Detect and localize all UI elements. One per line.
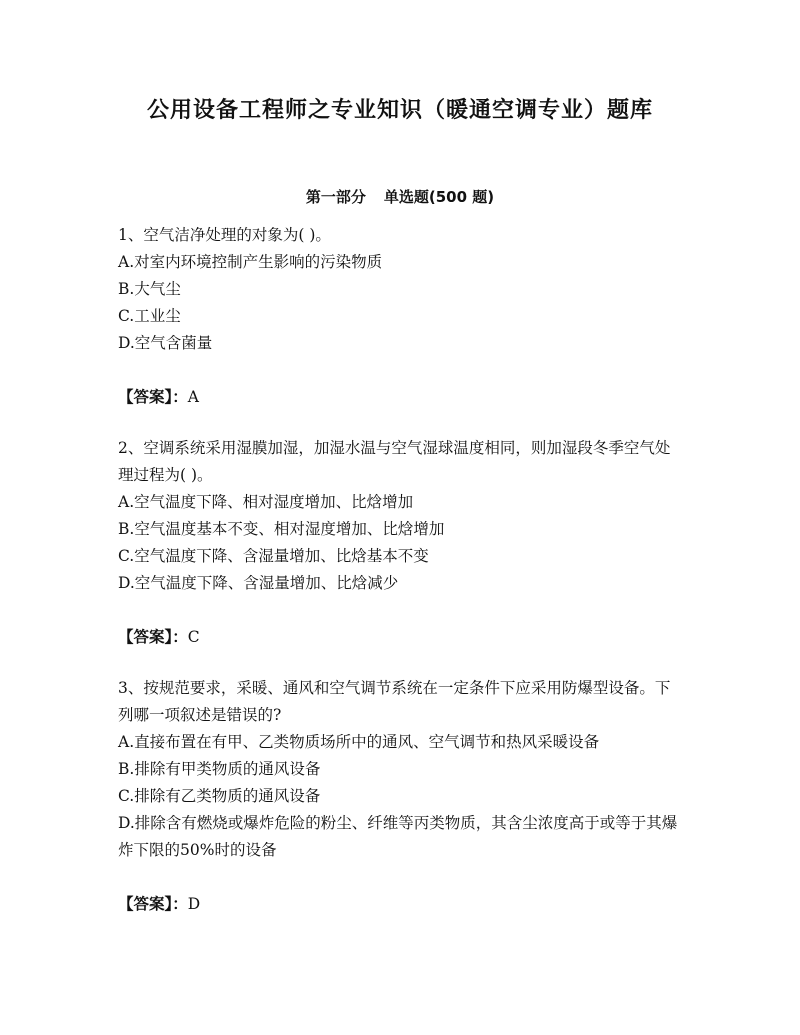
section-heading — [0, 186, 800, 207]
option-b: B.排除有甲类物质的通风设备 — [118, 760, 321, 778]
question-2 — [118, 435, 678, 651]
option-a: A.空气温度下降、相对湿度增加、比焓增加 — [118, 493, 414, 511]
document-title: 公用设备工程师之专业知识（暖通空调专业）题库 — [146, 98, 653, 123]
option-b: B.空气温度基本不变、相对湿度增加、比焓增加 — [118, 520, 445, 538]
question-3 — [118, 675, 678, 918]
question-stem: 3、按规范要求，采暖、通风和空气调节系统在一定条件下应采用防爆型设备。下列哪一项叙述是错误的? — [118, 679, 671, 724]
answer-label: 【答案】： — [118, 628, 188, 646]
option-c: C.工业尘 — [118, 307, 181, 325]
option-d: D.排除含有燃烧或爆炸危险的粉尘、纤维等丙类物质，其含尘浓度高于或等于其爆炸下限的50%时的设备 — [118, 814, 678, 859]
option-c: C.空气温度下降、含湿量增加、比焓基本不变 — [118, 547, 429, 565]
option-a: A.直接布置在有甲、乙类物质场所中的通风、空气调节和热风采暖设备 — [118, 733, 600, 751]
question-list — [118, 222, 678, 942]
section-part: 第一部分 — [305, 188, 366, 206]
answer-label: 【答案】： — [118, 388, 188, 406]
option-d: D.空气含菌量 — [118, 334, 213, 352]
option-a: A.对室内环境控制产生影响的污染物质 — [118, 253, 383, 271]
answer-line — [118, 384, 678, 411]
option-d: D.空气温度下降、含湿量增加、比焓减少 — [118, 574, 399, 592]
option-b: B.大气尘 — [118, 280, 181, 298]
answer-label: 【答案】： — [118, 895, 188, 913]
question-1 — [118, 222, 678, 411]
answer-value: A — [187, 388, 199, 406]
question-stem: 2、空调系统采用湿膜加湿，加湿水温与空气湿球温度相同，则加湿段冬季空气处理过程为( )。 — [118, 439, 671, 484]
answer-value: C — [187, 628, 200, 646]
section-type: 单选题(500 题) — [383, 188, 495, 206]
answer-line — [118, 891, 678, 918]
option-c: C.排除有乙类物质的通风设备 — [118, 787, 321, 805]
answer-value: D — [187, 895, 201, 913]
question-stem: 1、空气洁净处理的对象为( )。 — [118, 226, 331, 244]
answer-line — [118, 624, 678, 651]
